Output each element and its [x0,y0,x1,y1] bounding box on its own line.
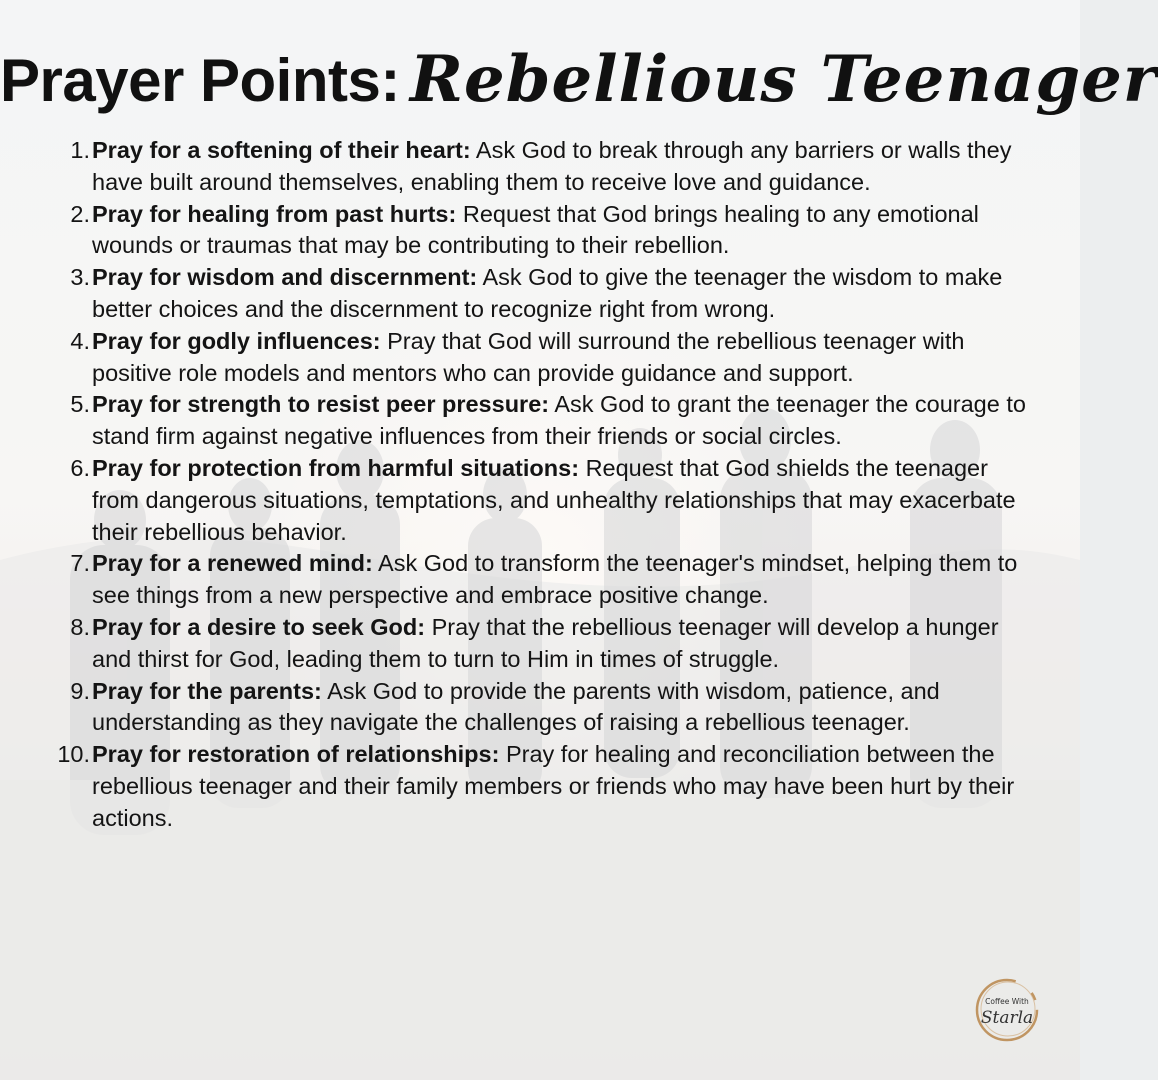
title-plain: Prayer Points: [0,47,400,114]
item-text: Pray that God will surround the rebellious teenager with positive role models and mentors who can provide guidance and support. [92,327,965,386]
list-item [50,326,1040,390]
list-item [50,612,1040,676]
title-script: Rebellious Teenager [409,42,1158,117]
item-number: 2. [70,200,90,227]
item-title: Pray for a desire to seek God: [92,613,426,640]
item-text: Ask God to provide the parents with wisdom, patience, and understanding as they navigate the challenges of raising a rebellious teenager. [92,677,940,736]
item-number: 1. [70,137,90,163]
item-title: Pray for protection from harmful situations: [92,454,580,481]
item-title: Pray for the parents: [92,677,322,704]
item-number: 6. [70,454,90,481]
coffee-with-starla-logo [972,975,1042,1045]
logo-line1: Coffee With [985,997,1029,1006]
list-item [50,548,1040,612]
item-number: 10. [57,741,90,768]
item-title: Pray for godly influences: [92,327,381,354]
item-text: Ask God to break through any barriers or walls they have built around themselves, enabling them to receive love and guidance. [92,137,1012,195]
prayer-points-list [50,135,1040,835]
item-text: Request that God shields the teenager from dangerous situations, temptations, and unhealthy relationships that may exacerbate their rebellious behavior. [92,454,1016,545]
item-title: Pray for healing from past hurts: [92,200,457,227]
item-title: Pray for strength to resist peer pressure: [92,391,550,418]
item-number: 8. [70,613,90,640]
item-text: Request that God brings healing to any emotional wounds or traumas that may be contributing to their rebellion. [92,200,979,259]
item-title: Pray for wisdom and discernment: [92,264,478,291]
list-item [50,262,1040,326]
item-number: 5. [70,391,90,418]
item-text: Ask God to transform the teenager's mindset, helping them to see things from a new perspective and embrace positive change. [92,550,1018,609]
item-text: Pray that the rebellious teenager will develop a hunger and thirst for God, leading them to turn to Him in times of struggle. [92,613,999,672]
list-item [50,199,1040,263]
list-item [50,389,1040,453]
list-item [50,135,1040,199]
item-number: 3. [70,264,90,291]
item-title: Pray for a softening of their heart: [92,137,471,163]
item-text: Pray for healing and reconciliation between the rebellious teenager and their family members or friends who may have been hurt by their actions. [92,741,1015,831]
item-text: Ask God to grant the teenager the courage to stand firm against negative influences from their friends or social circles. [92,391,1026,450]
list-item [50,676,1040,740]
list-item [50,453,1040,548]
item-text: Ask God to give the teenager the wisdom to make better choices and the discernment to recognize right from wrong. [92,264,1003,322]
logo-line2: Starla [980,1008,1034,1028]
item-number: 7. [70,550,90,577]
list-item [50,739,1040,834]
item-number: 4. [70,327,90,354]
item-number: 9. [70,677,90,704]
page-title [0,42,1158,117]
item-title: Pray for restoration of relationships: [92,741,500,768]
item-title: Pray for a renewed mind: [92,550,373,577]
